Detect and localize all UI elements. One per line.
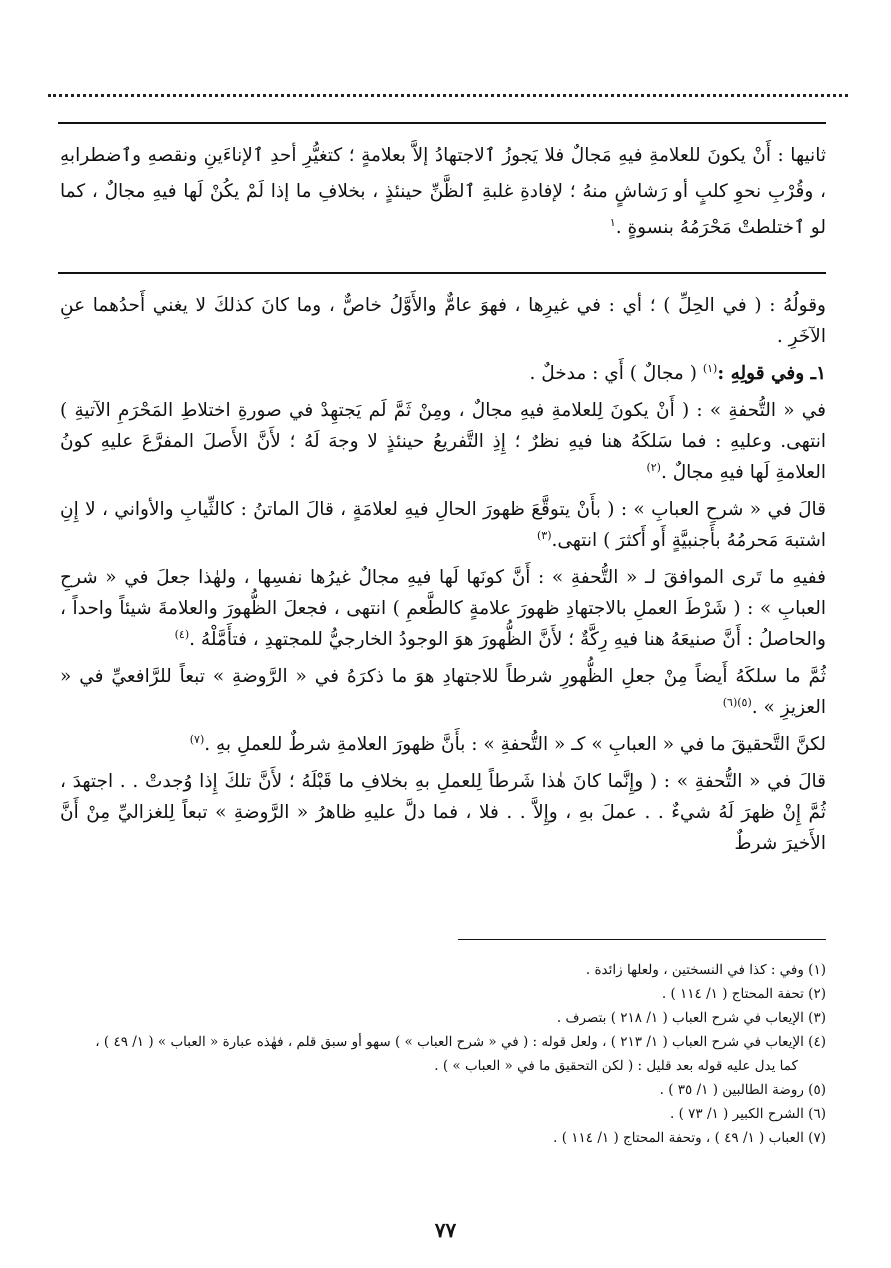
footnote: (٢) تحفة المحتاج ( ١/ ١١٤ ) . xyxy=(661,986,826,1002)
footnote: (٦) الشرح الكبير ( ١/ ٧٣ ) . xyxy=(670,1106,826,1122)
footnote-separator xyxy=(458,939,826,940)
dotted-header-line xyxy=(48,80,848,97)
footnote: (٤) الإيعاب في شرح العباب ( ١/ ٢١٣ ) ، ولعل قوله : ( في « شرح العباب » ) سهو أو سبق قلم ، فهٰذه عبارة « العباب » ( ١/ ٤٩ ) ، xyxy=(95,1034,826,1050)
commentary-paragraph: ١ـ وفي قولِهِ :$^{(١)}$ ( مجالٌ ) أَي : مدخلٌ . xyxy=(529,361,826,384)
footnote: (٣) الإيعاب في شرح العباب ( ١/ ٢١٨ ) بتصرف . xyxy=(556,1010,826,1026)
matn-top-rule xyxy=(58,122,826,124)
matn-note-ref: ١ xyxy=(609,215,616,229)
commentary-paragraph: لكنَّ التَّحقيقَ ما في « العبابِ » كـ « التُّحفةِ » : بأَنَّ ظهورَ العلامةِ شرطٌ للعملِ بهِ .$^{(٧)}$ xyxy=(189,732,826,755)
footnotes xyxy=(60,958,826,1150)
matn-paragraph: ثانيها : أَنْ يكونَ للعلامةِ فيهِ مَجالٌ فلا يَجوزُ ٱلاجتهادُ إلاَّ بعلامةٍ ؛ كتغيُّرِ أحدِ ٱلإناءَينِ ونقصهِ وٱضطرابهِ ، وقُرْبِ نحوِ كلبٍ أو رَشاشٍ منهُ ؛ لإفادةِ غلبةِ ٱلظَّنِّ حينئذٍ ، بخلافِ ما إذا لَمْ يكُنْ لَها فيهِ مجالٌ ، كما لو ٱختلطتْ مَحْرَمُهُ بنسوةٍ . xyxy=(60,145,826,238)
footnote: (٥) روضة الطالبين ( ١/ ٣٥ ) . xyxy=(659,1082,826,1098)
commentary-paragraph: وقولُهُ : ( في الحِلِّ ) ؛ أي : في غيرِها ، فهوَ عامٌّ والأَوَّلُ خاصٌّ ، وما كانَ كذلكَ لا يغني أَحدُهما عنِ الآخَرِ . xyxy=(60,295,826,347)
commentary-paragraph: قالَ في « شرحِ العبابِ » : ( بأَنْ يتوقَّعَ ظهورَ الحالِ فيهِ لعلامَةٍ ، قالَ الماتنُ : كالثِّيابِ والأواني ، لا إِنِ اشتبهَ مَحرمُهُ بأَجنبيَّةٍ أَو أَكثرَ ) انتهى.$^{(٣)}$ xyxy=(60,499,826,551)
commentary-paragraph: قالَ في « التُّحفةِ » : ( وإِنَّما كانَ هٰذا شَرطاً لِلعملِ بهِ بخلافِ ما قَبْلَهُ ؛ لأَنَّ تلكَ إِذا وُجدتْ . . اجتهدَ ، ثُمَّ إِنْ ظهرَ لَهُ شيءٌ . . عملَ بهِ ، وإِلاَّ . . فلا ، فما دلَّ عليهِ ظاهرُ « الرَّوضةِ » تبعاً لِلغزاليِّ مِنْ أَنَّ الأَخيرَ شرطٌ xyxy=(60,771,826,854)
page-number: ٧٧ xyxy=(434,1218,457,1242)
footnote: (١) وفي : كذا في النسختين ، ولعلها زائدة . xyxy=(585,962,826,978)
commentary-paragraph: في « التُّحفةِ » : ( أَنْ يكونَ لِلعلامةِ فيهِ مجالٌ ، ومِنْ ثَمَّ لَم يَجتهِدْ في صورةِ اختلاطِ المَحْرَمِ الآتيةِ ) انتهى. وعليهِ : فما سَلكَهُ هنا فيهِ نظرٌ ؛ إِذِ التَّفريعُ حينئذٍ لا وجهَ لَهُ ؛ لأَنَّ الأَصلَ المفرَّعَ عليهِ كونُ العلامةِ لَها فيهِ مجالٌ .$^{(٢)}$ xyxy=(60,400,827,483)
footnote: (٧) العباب ( ١/ ٤٩ ) ، وتحفة المحتاج ( ١/ ١١٤ ) . xyxy=(553,1130,826,1146)
commentary-paragraph: ثُمَّ ما سلكَهُ أَيضاً مِنْ جعلِ الظُّهورِ شرطاً للاجتهادِ هوَ ما ذكرَهُ في « الرَّوضةِ » تبعاً للرَّافعيِّ في « العزيزِ » .$^{(٥)(٦)}$ xyxy=(60,666,826,718)
footnote-continuation: كما يدل عليه قوله بعد قليل : ( لكن التحقيق ما في « العباب » ) . xyxy=(434,1058,798,1074)
commentary-text xyxy=(60,290,826,865)
matn-text xyxy=(60,138,826,246)
matn-bottom-rule xyxy=(58,272,826,274)
commentary-paragraph: ففيهِ ما تَرى الموافقَ لـ « التُّحفةِ » : أَنَّ كونَها لَها فيهِ مجالٌ غيرُها نفسِها ، ولهٰذا جعلَ في « شرحِ العبابِ » : ( شَرْطَ العملِ بالاجتهادِ ظهورَ علامةٍ كالطَّعمِ ) انتهى ، فجعلَ الظُّهورَ والعلامةَ شيئاً واحداً ، والحاصلُ : أَنَّ صنيعَهُ هنا فيهِ رِكَّةٌ ؛ لأَنَّ الظُّهورَ هوَ الوجودُ الخارجيُّ للمجتهدِ ، فتأَمَّلْهُ .$^{(٤)}$ xyxy=(60,567,826,650)
